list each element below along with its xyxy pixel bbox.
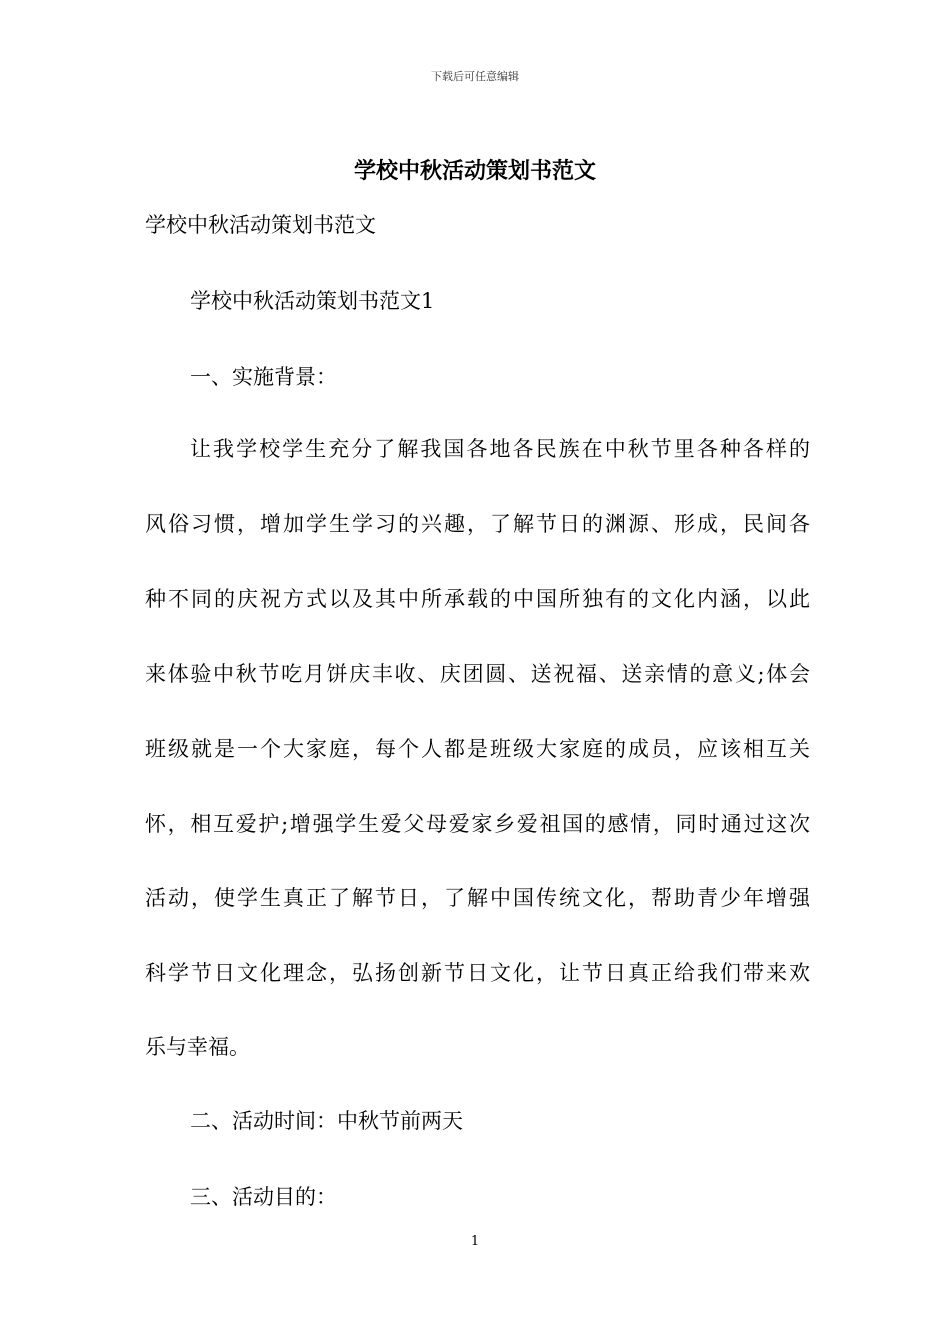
paragraph-line: 班级就是一个大家庭，每个人都是班级大家庭的成员，应该相互关 — [145, 737, 810, 761]
paragraph-line: 让我学校学生充分了解我国各地各民族在中秋节里各种各样的 — [190, 437, 810, 461]
page-number: 1 — [470, 1234, 480, 1249]
document-subtitle: 学校中秋活动策划书范文 — [145, 213, 376, 237]
item2-heading: 二、活动时间：中秋节前两天 — [190, 1109, 463, 1133]
header-note: 下载后可任意编辑 — [431, 70, 519, 83]
item3-heading: 三、活动目的： — [190, 1185, 337, 1209]
paragraph-line: 风俗习惯，增加学生学习的兴趣，了解节日的渊源、形成，民间各 — [145, 512, 810, 536]
paragraph-line: 科学节日文化理念，弘扬创新节日文化，让节日真正给我们带来欢 — [145, 961, 810, 985]
paragraph-line: 乐与幸福。 — [145, 1035, 250, 1059]
item1-heading: 一、实施背景： — [190, 365, 337, 389]
paragraph-line: 活动，使学生真正了解节日，了解中国传统文化，帮助青少年增强 — [145, 886, 810, 910]
paragraph-line: 种不同的庆祝方式以及其中所承载的中国所独有的文化内涵，以此 — [145, 587, 810, 611]
section-heading: 学校中秋活动策划书范文1 — [190, 289, 435, 313]
document-title: 学校中秋活动策划书范文 — [353, 158, 596, 184]
paragraph-line: 来体验中秋节吃月饼庆丰收、庆团圆、送祝福、送亲情的意义;体会 — [145, 662, 810, 686]
paragraph-line: 怀，相互爱护;增强学生爱父母爱家乡爱祖国的感情，同时通过这次 — [145, 812, 810, 836]
